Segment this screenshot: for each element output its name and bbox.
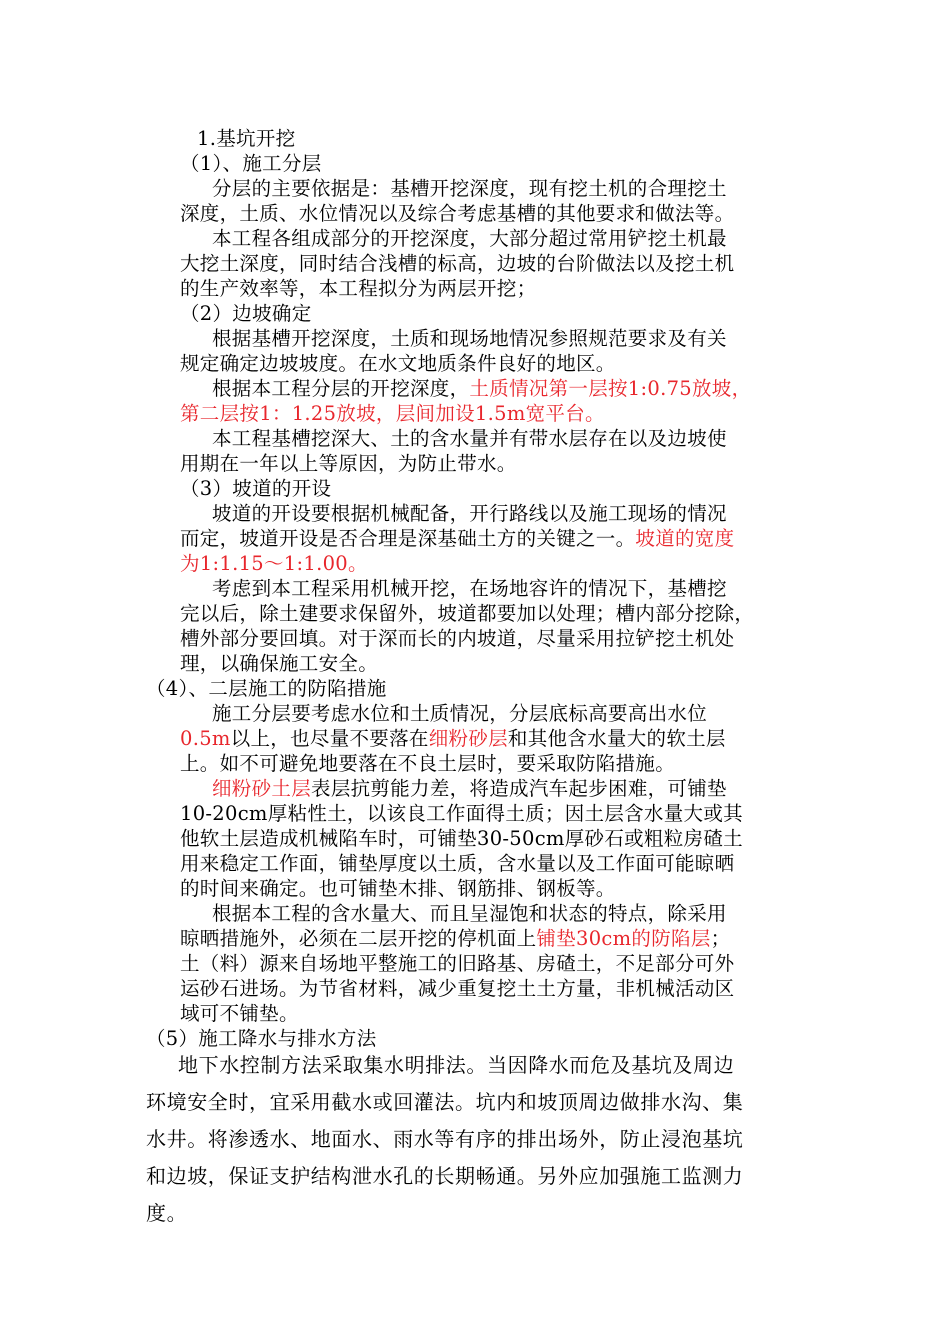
text-run: 根据本工程分层的开挖深度，	[212, 377, 470, 400]
paragraph-line: 和边坡，保证支护结构泄水孔的长期畅通。另外应加强施工监测力	[146, 1164, 744, 1188]
section-heading: 1.基坑开挖	[197, 127, 296, 150]
highlighted-text: 土质情况第一层按1:0.75放坡，	[469, 377, 752, 400]
subsection-title: （2）边坡确定	[180, 302, 312, 325]
paragraph-line: 运砂石进场。为节省材料，减少重复挖土土方量，非机械活动区	[180, 977, 735, 1000]
text-run: 表层抗剪能力差，将造成汽车起步困难，可铺垫	[311, 777, 727, 800]
highlighted-text: 细粉砂土层	[212, 777, 312, 800]
subsection-title: （3）坡道的开设	[180, 477, 332, 500]
paragraph-line	[212, 776, 727, 802]
paragraph-line: 施工分层要考虑水位和土质情况，分层底标高要高出水位	[212, 702, 708, 725]
paragraph-line: 完以后，除土建要求保留外，坡道都要加以处理；槽内部分挖除，	[180, 602, 755, 625]
paragraph-line	[180, 526, 734, 552]
highlighted-text: 0.5m	[180, 727, 231, 750]
text-run: 晾晒措施外，必须在二层开挖的停机面上	[180, 927, 537, 950]
paragraph-line: 度。	[146, 1201, 188, 1225]
paragraph-line	[212, 376, 751, 402]
highlighted-text: 铺垫30cm的防陷层	[536, 927, 711, 950]
paragraph-line: 水井。将渗透水、地面水、雨水等有序的排出场外，防止浸泡基坑	[146, 1127, 744, 1151]
paragraph-line: 用期在一年以上等原因，为防止带水。	[180, 452, 517, 475]
paragraph-line: 上。如不可避免地要落在不良土层时，要采取防陷措施。	[180, 752, 676, 775]
paragraph-line: 槽外部分要回填。对于深而长的内坡道，尽量采用拉铲挖土机处	[180, 627, 735, 650]
paragraph-line: 分层的主要依据是：基槽开挖深度，现有挖土机的合理挖土	[212, 177, 727, 200]
paragraph-line: 的时间来确定。也可铺垫木排、钢筋排、钢板等。	[180, 877, 616, 900]
highlighted-text: 为1:1.15～1:1.00。	[180, 552, 368, 575]
paragraph-line: 的生产效率等，本工程拟分为两层开挖；	[180, 277, 537, 300]
paragraph-line: 用来稳定工作面，铺垫厚度以土质，含水量以及工作面可能晾晒	[180, 852, 735, 875]
highlighted-text: 第二层按1：1.25放坡，层间加设1.5m宽平台。	[180, 402, 605, 425]
paragraph-line: 环境安全时，宜采用截水或回灌法。坑内和坡顶周边做排水沟、集	[146, 1090, 744, 1114]
subsection-title: （5）施工降水与排水方法	[146, 1027, 377, 1050]
paragraph-line: 土（料）源来自场地平整施工的旧路基、房碴土，不足部分可外	[180, 952, 735, 975]
paragraph-line: 本工程基槽挖深大、土的含水量并有带水层存在以及边坡使	[212, 427, 727, 450]
paragraph-line: 10-20cm厚粘性土，以该良工作面得土质；因土层含水量大或其	[180, 802, 743, 825]
paragraph-line	[180, 926, 730, 952]
paragraph-line: 他软土层造成机械陷车时，可铺垫30-50cm厚砂石或粗粒房碴土	[180, 827, 743, 850]
subsection-title: （4）、二层施工的防陷措施	[146, 677, 387, 700]
paragraph-line: 深度，土质、水位情况以及综合考虑基槽的其他要求和做法等。	[180, 202, 735, 225]
text-run: 和其他含水量大的软土层	[507, 727, 726, 750]
paragraph-line: 规定确定边坡坡度。在水文地质条件良好的地区。	[180, 352, 616, 375]
paragraph-line	[180, 726, 726, 752]
paragraph-line: 考虑到本工程采用机械开挖，在场地容许的情况下，基槽挖	[212, 577, 727, 600]
paragraph-line: 坡道的开设要根据机械配备，开行路线以及施工现场的情况	[212, 502, 727, 525]
highlighted-text: 坡道的宽度	[635, 527, 735, 550]
paragraph-line: 理，以确保施工安全。	[180, 652, 379, 675]
subsection-title: （1）、施工分层	[180, 152, 322, 175]
text-run: 以上，也尽量不要落在	[230, 727, 429, 750]
paragraph-line: 根据本工程的含水量大、而且呈湿饱和状态的特点，除采用	[212, 902, 727, 925]
paragraph-line: 地下水控制方法采取集水明排法。当因降水而危及基坑及周边	[178, 1053, 735, 1077]
paragraph-line: 大挖土深度，同时结合浅槽的标高，边坡的台阶做法以及挖土机	[180, 252, 735, 275]
text-run: ；	[710, 927, 731, 950]
text-run: 而定，坡道开设是否合理是深基础土方的关键之一。	[180, 527, 636, 550]
paragraph-line: 域可不铺垫。	[180, 1002, 299, 1025]
paragraph-line: 根据基槽开挖深度，土质和现场地情况参照规范要求及有关	[212, 327, 727, 350]
highlighted-text: 细粉砂层	[428, 727, 508, 750]
paragraph-line: 本工程各组成部分的开挖深度，大部分超过常用铲挖土机最	[212, 227, 727, 250]
